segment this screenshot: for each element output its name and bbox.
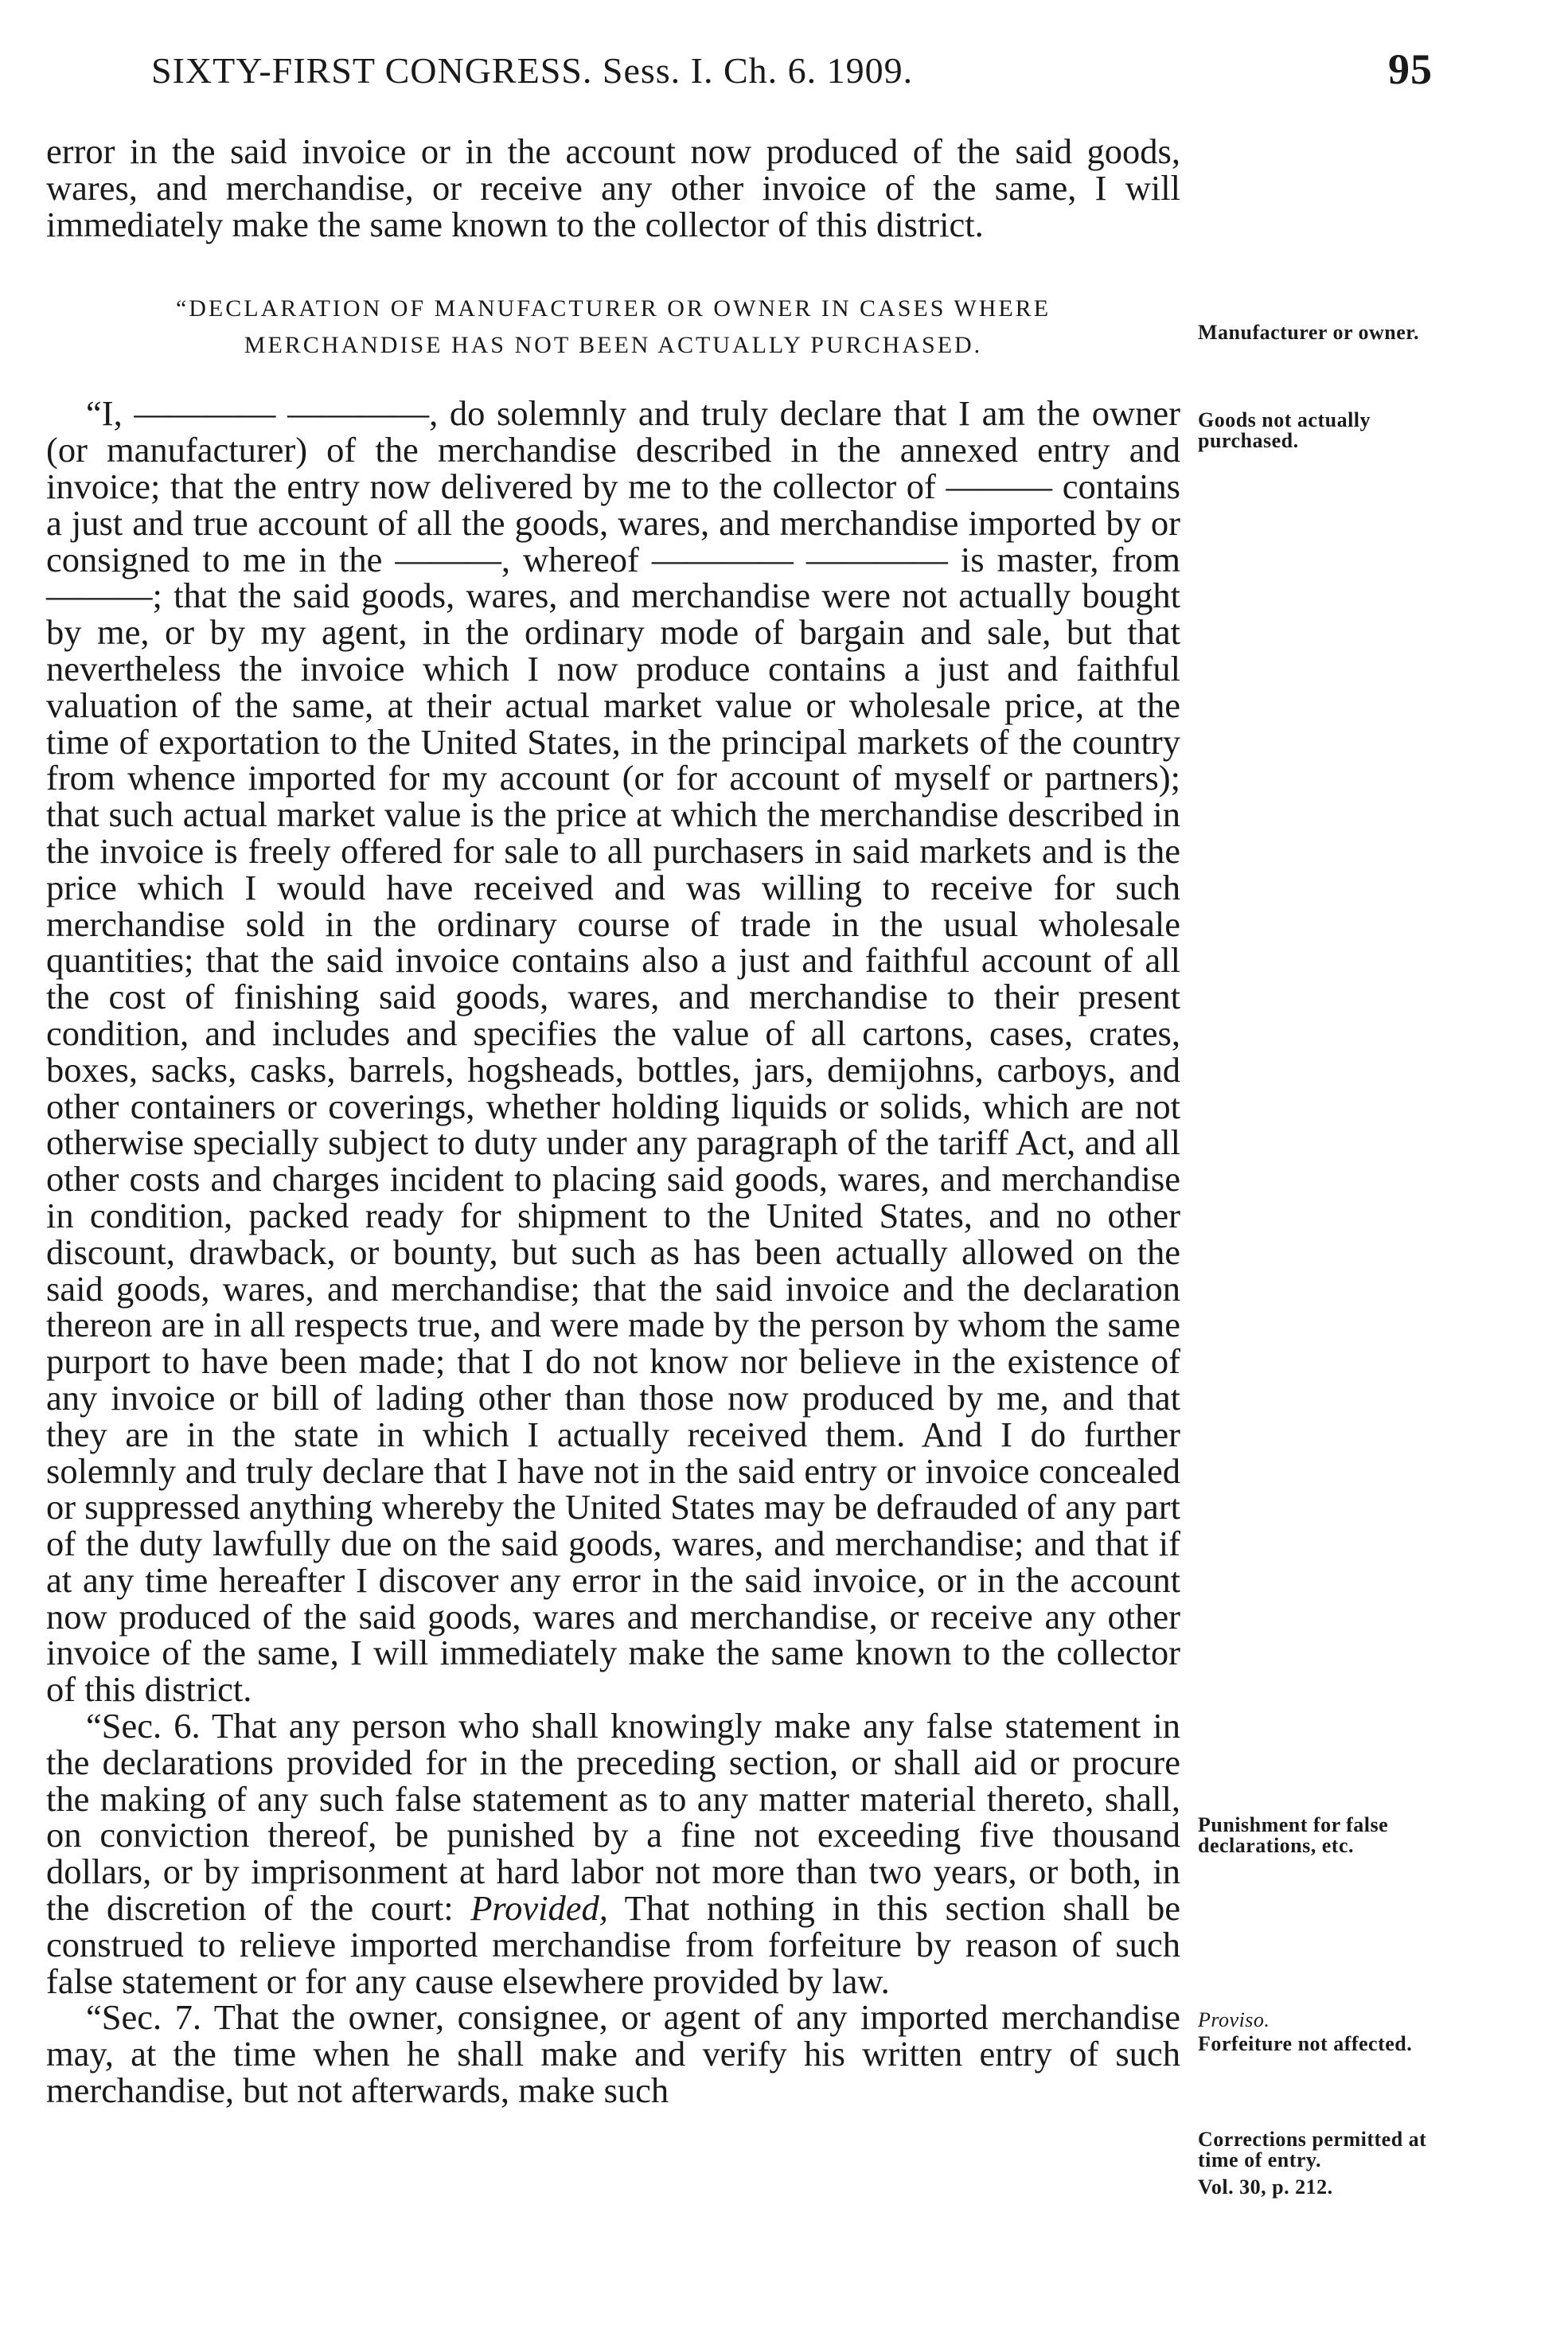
declaration-heading — [46, 291, 1180, 364]
provided-clause: Provided, — [470, 1888, 608, 1929]
margin-note-punishment: Punishment for false declarations, etc. — [1198, 1813, 1389, 1857]
declaration-heading-line-1: “DECLARATION OF MANUFACTURER OR OWNER IN CASES WHERE — [175, 295, 1051, 322]
margin-note-corrections: Corrections permitted at time of entry. — [1198, 2128, 1427, 2171]
declaration-paragraph: “I, ———— ————, do solemnly and truly declare that I am the owner (or manufacturer) of the merchandise described in the annexed entry and invoice; that the entry now delivered by me to the collector of ——— contains a just and true account of all the goods, wares, and merchandise imported by or consigned to me in the ———, whereof ———— ———— is master, from ———; that the said goods, wares, and merchandise were not actually bought by me, or by my agent, in the ordinary mode of bargain and sale, but that nevertheless the invoice which I now produce contains a just and faithful valuation of the same, at their actual market value or wholesale price, at the time of exportation to the United States, in the principal markets of the country from whence imported for my account (or for account of myself or partners); that such actual market value is the price at which the merchandise described in the invoice is freely offered for sale to all purchasers in said markets and is the price which I would have received and was willing to receive for such merchandise sold in the ordinary course of trade in the usual wholesale quantities; that the said invoice contains also a just and faithful account of all the cost of finishing said goods, wares, and merchandise to their present condition, and includes and specifies the value of all cartons, cases, crates, boxes, sacks, casks, barrels, hogsheads, bottles, jars, demijohns, carboys, and other containers or coverings, whether holding liquids or solids, which are not otherwise specially subject to duty under any paragraph of the tariff Act, and all other costs and charges incident to placing said goods, wares, and merchandise in condition, packed ready for shipment to the United States, and no other discount, drawback, or bounty, but such as has been actually allowed on the said goods, wares, and merchandise; that the said invoice and the declaration thereon are in all respects true, and were made by the person by whom the same purport to have been made; that I do not know nor believe in the existence of any invoice or bill of lading other than those now produced by me, and that they are in the state in which I actually received them. And I do further solemnly and truly declare that I have not in the said entry or invoice concealed or suppressed anything whereby the United States may be defrauded of any part of the duty lawfully due on the said goods, wares, and merchandise; and that if at any time hereafter I discover any error in the said invoice, or in the account now produced of the said goods, wares and merchandise, or receive any other invoice of the same, I will immediately make the same known to the collector of this district. — [46, 393, 1180, 1710]
proviso-label: Proviso. — [1198, 2008, 1270, 2031]
margin-note-forfeiture: Forfeiture not affected. — [1198, 2032, 1413, 2055]
section-6-text-a: “Sec. 6. That any person who shall knowingly make any false statement in the declarations provided for in the preceding section, or shall aid or procure the making of any such false statement as to any matter material thereto, shall, on conviction thereof, be punished by a fine not exceeding five thousand dollars, or by imprisonment at hard labor not more than two years, or both, in the discretion of the court: — [46, 1706, 1180, 1929]
section-7-paragraph: “Sec. 7. That the owner, consignee, or agent of any imported merchandise may, at the time when he shall make and verify his written entry of such merchandise, but not afterwards, make such — [46, 1997, 1180, 2111]
section-6-text-b: That nothing in this section shall be construed to relieve imported merchandise from forfeiture by reason of such false statement or for any cause elsewhere provided by law. — [46, 1888, 1180, 2001]
margin-note-proviso — [1198, 2010, 1453, 2031]
running-head: SIXTY-FIRST CONGRESS. Sess. I. Ch. 6. 1909. — [151, 50, 914, 91]
running-header — [151, 45, 1433, 105]
opening-paragraph: error in the said invoice or in the account now produced of the said goods, wares, and merchandise, or receive any other invoice of the same, I will immediately make the same known to the collector of this district. — [46, 131, 1180, 244]
margin-note-volume-ref: Vol. 30, p. 212. — [1198, 2175, 1333, 2199]
declaration-heading-line-2: MERCHANDISE HAS NOT BEEN ACTUALLY PURCHASED. — [244, 332, 983, 359]
section-6-paragraph — [46, 1708, 1180, 2000]
page-number: 95 — [1388, 45, 1433, 93]
main-text — [46, 131, 1180, 2111]
margin-note-goods: Goods not actually purchased. — [1198, 408, 1371, 452]
margin-note-manufacturer: Manufacturer or owner. — [1198, 321, 1419, 344]
